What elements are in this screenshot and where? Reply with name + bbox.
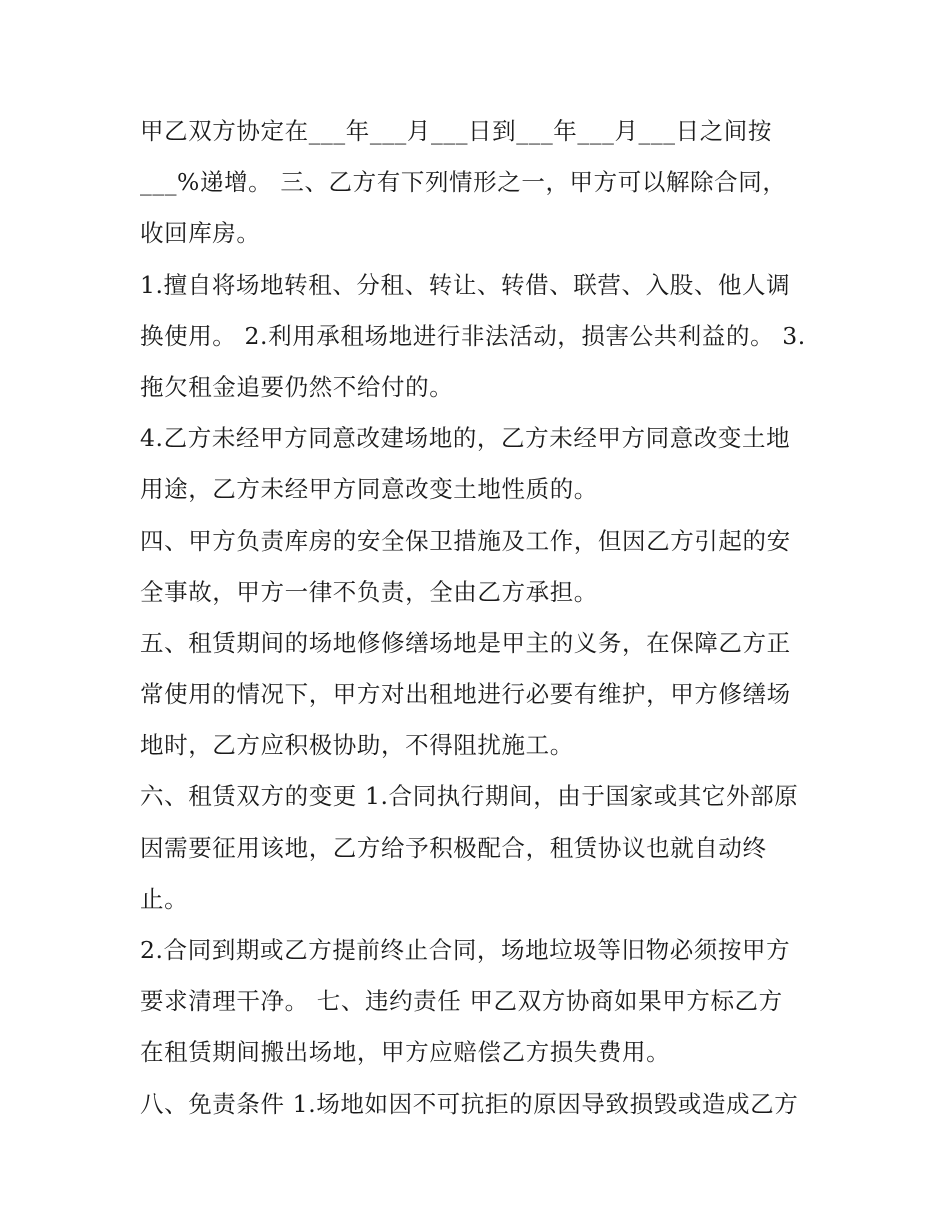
text-line: 要求清理干净。 七、违约责任 甲乙双方协商如果甲方标乙方 — [140, 987, 783, 1016]
text-line: 全事故，甲方一律不负责，全由乙方承担。 — [140, 577, 598, 606]
text-line: ___%递增。 三、乙方有下列情形之一，甲方可以解除合同， — [140, 168, 787, 197]
document-body — [140, 106, 812, 1130]
text-line: 八、免责条件 1.场地如因不可抗拒的原因导致损毁或造成乙方 — [140, 1089, 799, 1118]
text-line: 六、租赁双方的变更 1.合同执行期间，由于国家或其它外部原 — [140, 782, 799, 811]
text-line: 常使用的情况下，甲方对出租地进行必要有维护，甲方修缮场 — [140, 680, 791, 709]
text-line: 收回库房。 — [140, 219, 261, 248]
text-line: 1.擅自将场地转租、分租、转让、转借、联营、入股、他人调 — [140, 270, 791, 299]
text-line: 拖欠租金追要仍然不给付的。 — [140, 372, 454, 401]
text-line: 五、租赁期间的场地修修缮场地是甲主的义务，在保障乙方正 — [140, 628, 791, 657]
text-line: 因需要征用该地，乙方给予积极配合，租赁协议也就自动终 — [140, 833, 767, 862]
text-line: 在租赁期间搬出场地，甲方应赔偿乙方损失费用。 — [140, 1038, 671, 1067]
text-line: 4.乙方未经甲方同意改建场地的，乙方未经甲方同意改变土地 — [140, 424, 791, 453]
text-line: 止。 — [140, 884, 189, 913]
text-line: 地时，乙方应积极协助，不得阻扰施工。 — [140, 731, 574, 760]
text-line: 2.合同到期或乙方提前终止合同，场地垃圾等旧物必须按甲方 — [140, 936, 791, 964]
text-line: 四、甲方负责库房的安全保卫措施及工作，但因乙方引起的安 — [140, 526, 791, 555]
text-line: 用途，乙方未经甲方同意改变土地性质的。 — [140, 475, 598, 504]
text-line: 换使用。 2.利用承租场地进行非法活动，损害公共利益的。 3. — [140, 321, 806, 350]
text-line: 甲乙双方协定在___年___月___日到___年___月___日之间按 — [140, 117, 772, 145]
